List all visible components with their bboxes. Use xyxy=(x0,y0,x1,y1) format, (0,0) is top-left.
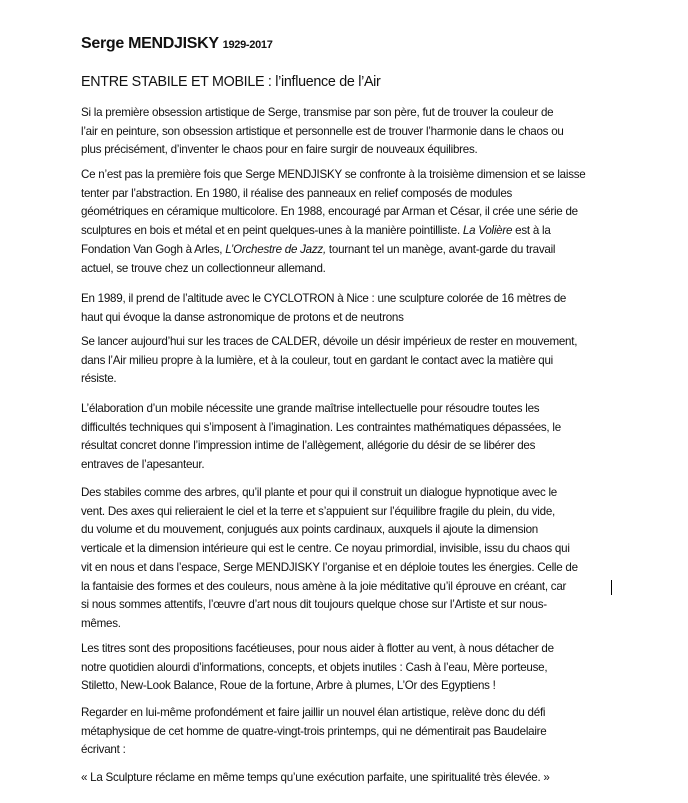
text-line: géométriques en céramique multicolore. En 1988, encouragé par Arman et César, il crée une série de xyxy=(81,205,578,219)
artist-name: Serge MENDJISKY xyxy=(81,35,219,52)
text-cursor xyxy=(611,580,612,595)
text-line: mêmes. xyxy=(81,616,121,630)
text-line: notre quotidien alourdi d’informations, concepts, et objets inutiles : Cash à l’eau, Mère porteuse, xyxy=(81,660,548,674)
text-line: tenter par l’abstraction. En 1980, il réalise des panneaux en relief composés de modules xyxy=(81,186,513,200)
text-line: du volume et du mouvement, conjugués aux points cardinaux, auxquels il ajoute la dimension xyxy=(81,523,538,537)
paragraph xyxy=(81,484,578,634)
paragraph xyxy=(81,640,554,696)
paragraph xyxy=(81,704,547,760)
text-line: si nous sommes attentifs, l’œuvre d’art nous dit toujours quelque chose sur l’Artiste et sur nous- xyxy=(81,598,547,612)
artwork-title: L’Orchestre de Jazz, xyxy=(225,242,326,256)
text-line: actuel, se trouve chez un collectionneur allemand. xyxy=(81,261,326,275)
text-line xyxy=(81,222,586,241)
document-subtitle: ENTRE STABILE ET MOBILE : l’influence de l’Air xyxy=(81,74,381,90)
paragraph xyxy=(81,290,566,327)
text-line: haut qui évoque la danse astronomique de protons et de neutrons xyxy=(81,310,404,324)
text-segment: sculptures en bois et métal et en peint quelques-unes à la manière pointilliste. xyxy=(81,224,463,238)
paragraph xyxy=(81,333,577,389)
text-line: Regarder en lui-même profondément et faire jaillir un nouvel élan artistique, relève donc du défi xyxy=(81,706,546,719)
text-line: métaphysique de cet homme de quatre-vingt-trois printemps, qui ne démentirait pas Baudelaire xyxy=(81,724,547,738)
text-line: « La Sculpture réclame en même temps qu’une exécution parfaite, une spiritualité très élevée. » xyxy=(81,771,550,784)
text-line: plus précisément, d’inventer le chaos pour en faire surgir de nouveaux équilibres. xyxy=(81,143,478,157)
text-line: la fantaisie des formes et des couleurs, nous amène à la joie méditative qu’il éprouve en créant, car xyxy=(81,579,567,593)
text-line: écrivant : xyxy=(81,743,126,757)
artwork-title: La Volière xyxy=(462,224,513,238)
text-line: Si la première obsession artistique de Serge, transmise par son père, fut de trouver la couleur de xyxy=(81,106,554,119)
text-line: résultat concret donne l’impression intime de l’allègement, allégorie du désir de se libérer des xyxy=(81,439,536,453)
text-line: vit en nous et dans l’espace, Serge MENDJISKY l’organise et en déploie toutes les énergies. Celle de xyxy=(81,560,578,574)
text-line: En 1989, il prend de l’altitude avec le CYCLOTRON à Nice : une sculpture colorée de 16 mètres de xyxy=(81,292,567,305)
text-line: résiste. xyxy=(81,372,117,386)
text-line: vent. Des axes qui relieraient le ciel et la terre et s’appuient sur l’équilibre fragile du plein, du vide, xyxy=(81,504,555,518)
text-line: Stiletto, New-Look Balance, Roue de la fortune, Arbre à plumes, L’Or des Egyptiens ! xyxy=(81,679,496,693)
text-line: Des stabiles comme des arbres, qu’il plante et pour qui il construit un dialogue hypnotique avec le xyxy=(81,486,558,499)
text-line: Les titres sont des propositions facétieuses, pour nous aider à flotter au vent, à nous détacher de xyxy=(81,642,554,655)
text-line: Ce n’est pas la première fois que Serge MENDJISKY se confronte à la troisième dimension et se laisse xyxy=(81,168,586,181)
paragraph xyxy=(81,769,550,788)
paragraph xyxy=(81,400,561,475)
text-line: dans l’Air milieu propre à la lumière, et à la couleur, tout en gardant le contact avec la matière qui xyxy=(81,353,554,367)
artist-years: 1929-2017 xyxy=(222,39,273,51)
text-line: l’air en peinture, son obsession artistique et personnelle est de trouver l’harmonie dans le chaos ou xyxy=(81,124,564,138)
paragraph xyxy=(81,104,564,160)
text-line xyxy=(81,241,586,260)
text-line: Se lancer aujourd’hui sur les traces de CALDER, dévoile un désir impérieux de rester en mouvement, xyxy=(81,335,578,348)
text-line: difficultés techniques qui s’imposent à l’imagination. Les contraintes mathématiques dépassées, le xyxy=(81,420,561,434)
document-title xyxy=(81,35,273,53)
text-line: entraves de l’apesanteur. xyxy=(81,458,205,472)
text-segment: Fondation Van Gogh à Arles, xyxy=(81,242,226,256)
text-segment: est à la xyxy=(512,224,551,238)
text-segment: tournant tel un manège, avant-garde du travail xyxy=(325,242,556,256)
text-line: L’élaboration d’un mobile nécessite une grande maîtrise intellectuelle pour résoudre toutes les xyxy=(81,402,540,415)
paragraph xyxy=(81,166,586,278)
text-line: verticale et la dimension intérieure qui est le centre. Ce noyau primordial, invisible, issu du chaos qui xyxy=(81,542,570,556)
